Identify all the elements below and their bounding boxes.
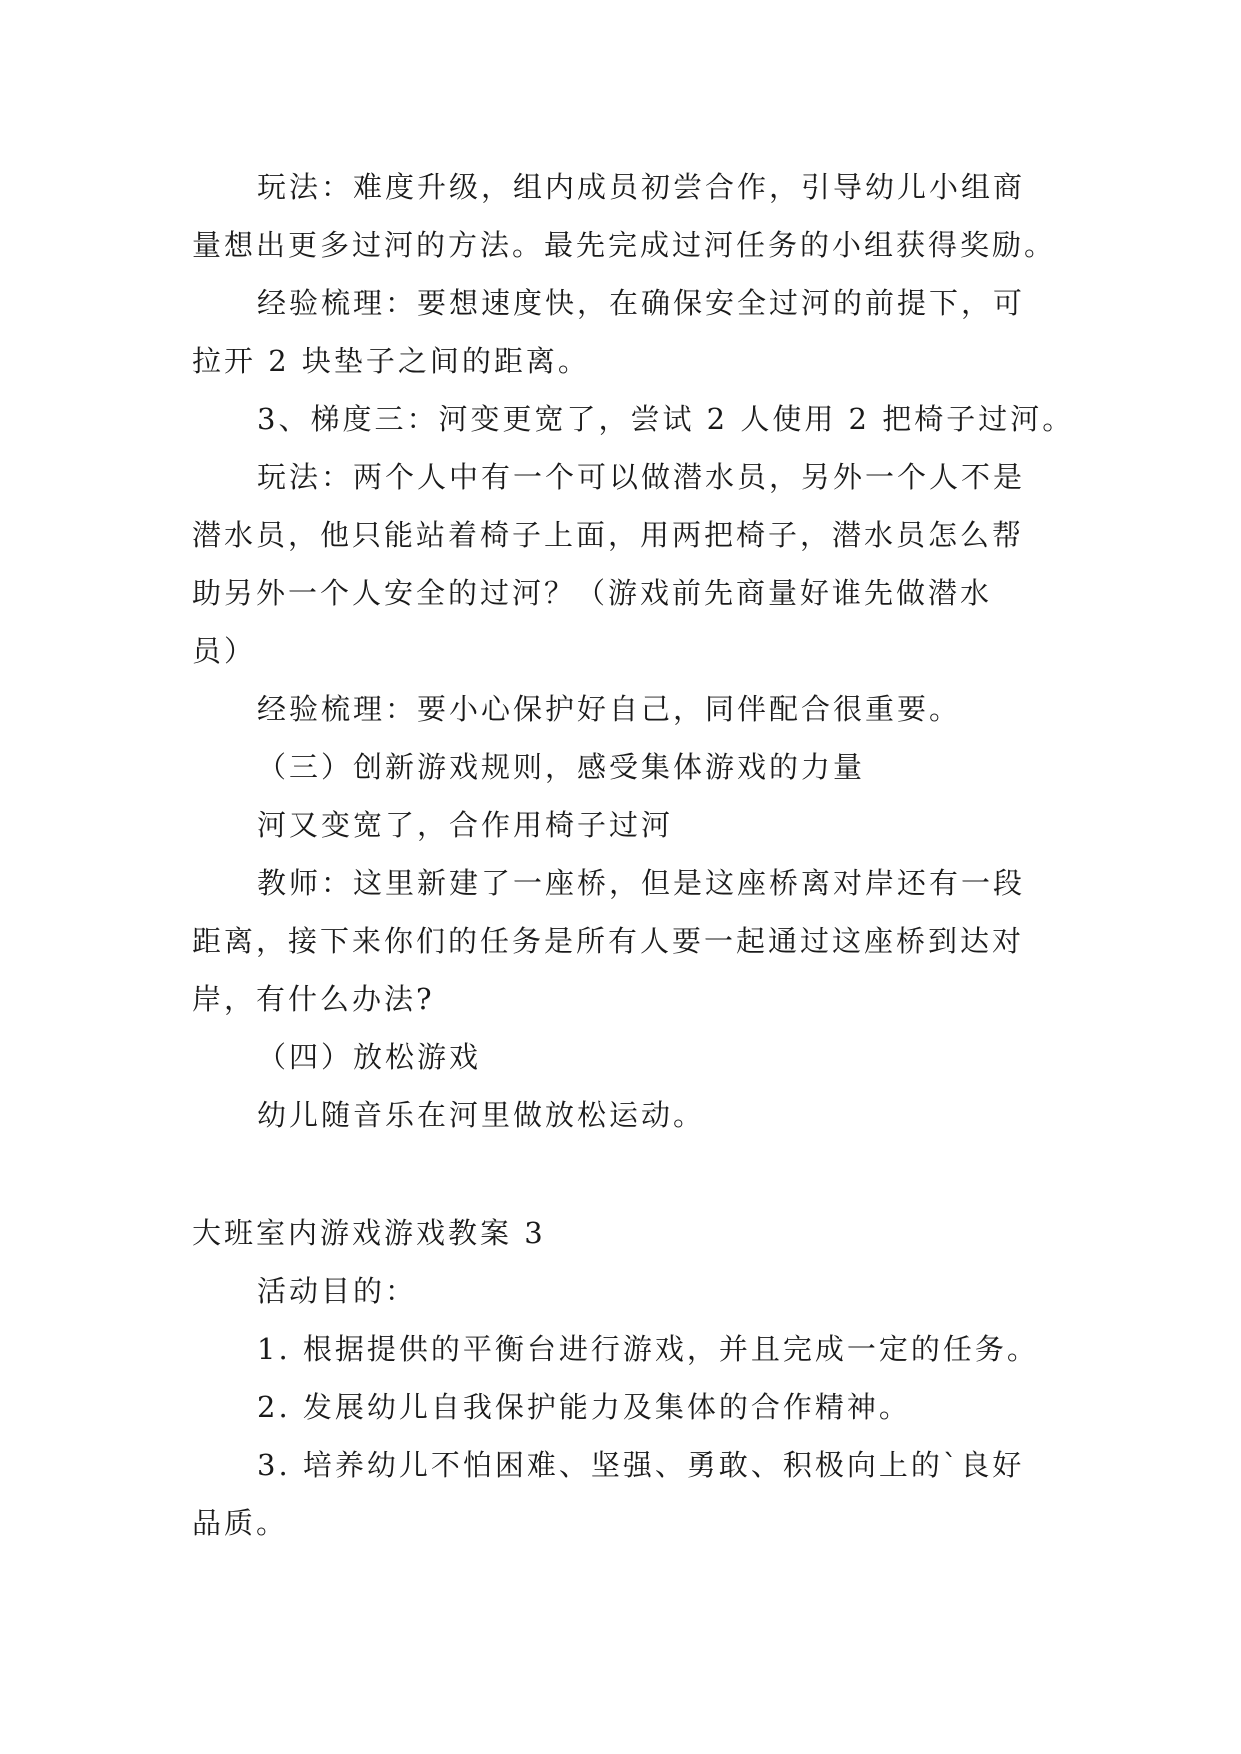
list-item: 2. 发展幼儿自我保护能力及集体的合作精神。 [257,1390,911,1424]
section-heading: （三）创新游戏规则，感受集体游戏的力量 [257,750,866,784]
list-item: 1. 根据提供的平衡台进行游戏，并且完成一定的任务。 [257,1332,1039,1366]
paragraph-line: 经验梳理：要小心保护好自己，同伴配合很重要。 [257,692,962,726]
list-item: 品质。 [192,1506,289,1540]
paragraph-line: 幼儿随音乐在河里做放松运动。 [257,1098,706,1132]
paragraph-line: 玩法：难度升级，组内成员初尝合作，引导幼儿小组商 [257,170,1026,204]
paragraph-line: 教师：这里新建了一座桥，但是这座桥离对岸还有一段 [257,866,1026,900]
paragraph-line: 员） [192,634,257,668]
paragraph-line: 岸，有什么办法? [192,982,435,1016]
section-heading: （四）放松游戏 [257,1040,482,1074]
paragraph-line: 经验梳理：要想速度快，在确保安全过河的前提下，可 [257,286,1026,320]
paragraph-line: 量想出更多过河的方法。最先完成过河任务的小组获得奖励。 [192,228,1057,262]
paragraph-line: 距离，接下来你们的任务是所有人要一起通过这座桥到达对 [192,924,1025,958]
paragraph-line: 河又变宽了，合作用椅子过河 [257,808,674,842]
paragraph-line: 3、梯度三：河变更宽了，尝试 2 人使用 2 把椅子过河。 [257,402,1075,436]
paragraph-line: 潜水员，他只能站着椅子上面，用两把椅子，潜水员怎么帮 [192,518,1025,552]
paragraph-line: 玩法：两个人中有一个可以做潜水员，另外一个人不是 [257,460,1026,494]
paragraph-line: 助另外一个人安全的过河？（游戏前先商量好谁先做潜水 [192,576,993,610]
section-heading: 活动目的： [257,1274,418,1308]
list-item: 3. 培养幼儿不怕困难、坚强、勇敢、积极向上的`良好 [257,1448,1025,1482]
paragraph-line: 拉开 2 块垫子之间的距离。 [192,344,590,378]
document-title: 大班室内游戏游戏教案 3 [192,1216,546,1250]
